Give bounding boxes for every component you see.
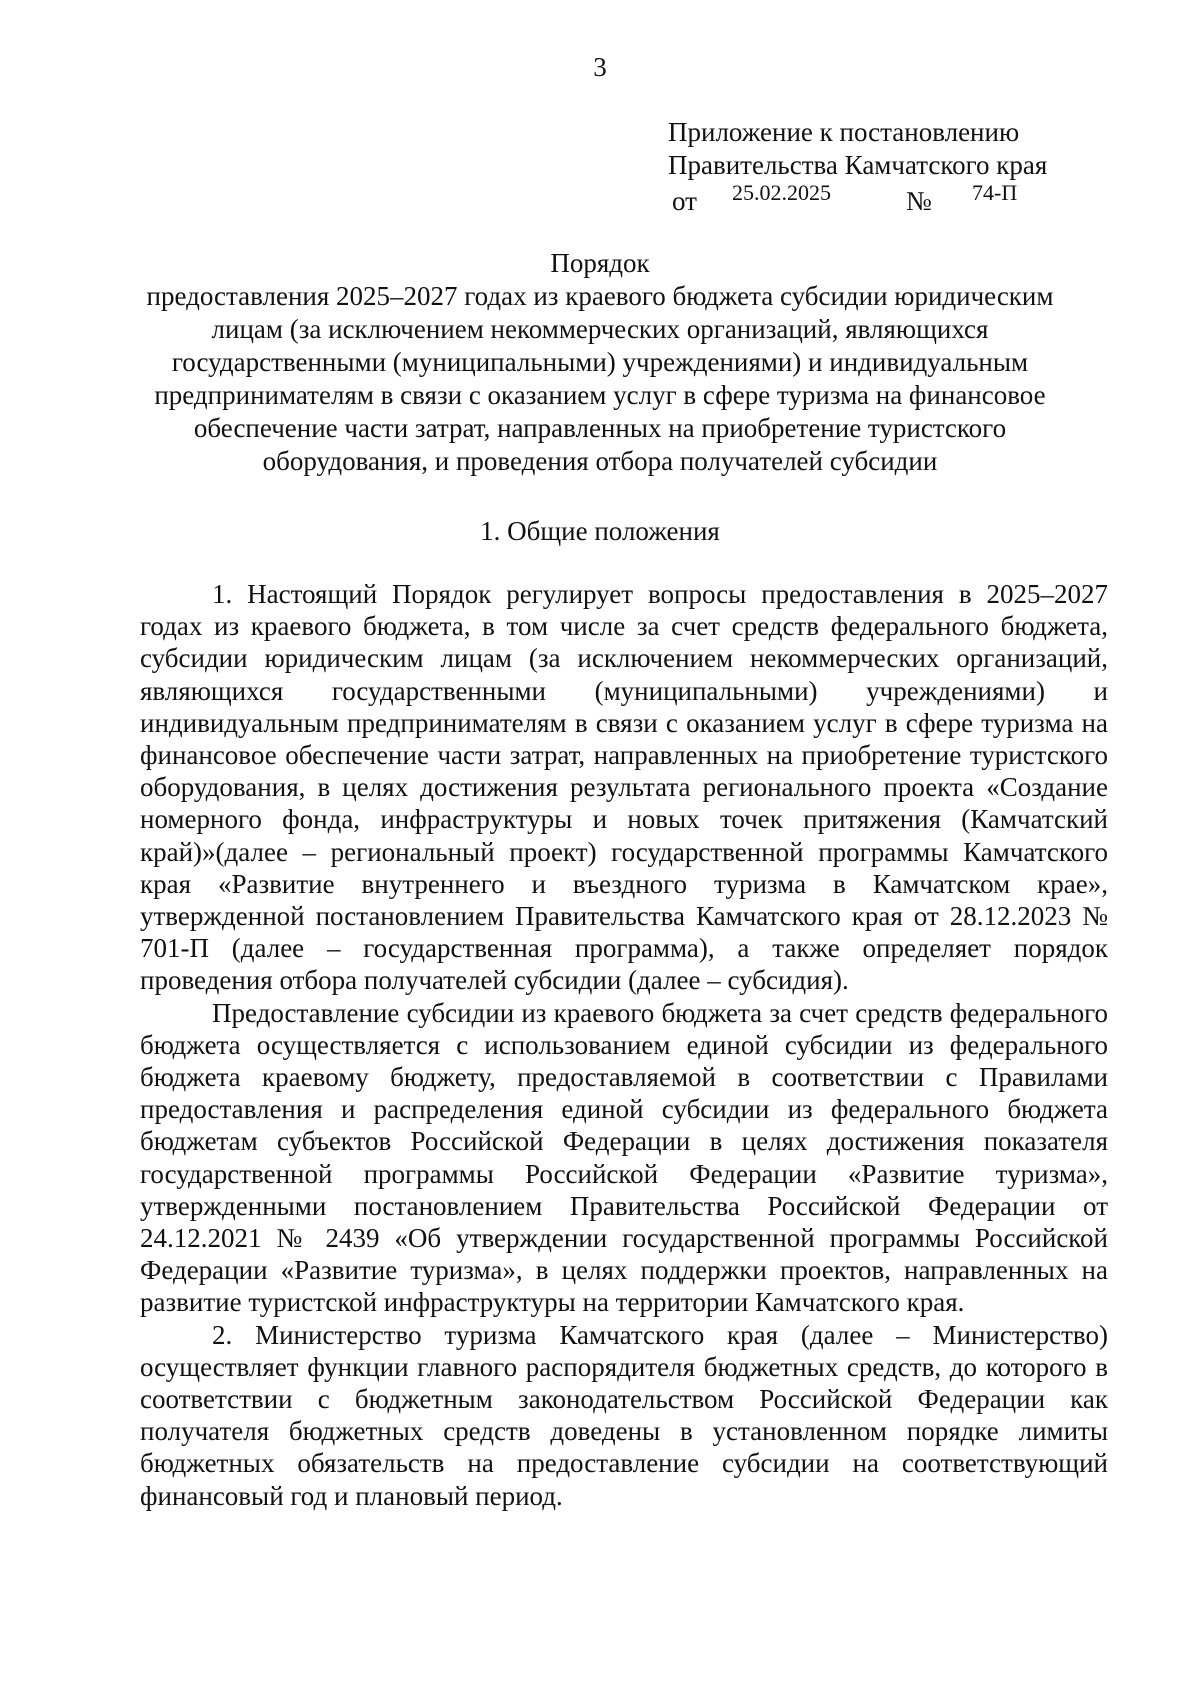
number-sign: № [906,186,932,216]
from-label: от [672,186,697,216]
title-line: государственными (муниципальными) учреждениями) и индивидуальным [171,347,1029,377]
resolution-number: 74-П [972,180,1018,205]
page-number: 3 [593,52,607,82]
title-line: предпринимателям в связи с оказанием услуг в сфере туризма на финансовое [154,380,1046,410]
appendix-header [668,116,1047,182]
title-heading: Порядок [550,248,650,278]
document-title [100,247,1100,478]
title-line: обеспечение части затрат, направленных на приобретение туристского [193,413,1007,443]
section-heading: 1. Общие положения [480,516,720,546]
appendix-line-1: Приложение к постановлению [668,117,1020,147]
document-body [140,578,1108,1512]
title-line: предоставления 2025–2027 годах из краевого бюджета субсидии юридическим [146,281,1054,311]
title-line: лицам (за исключением некоммерческих организаций, являющихся [211,314,989,344]
paragraph: Предоставление субсидии из краевого бюджета за счет средств федерального бюджета осуществляется с использованием единой субсидии из федерального бюджета краевому бюджету, предоставляемой в соответствии с Правилами предоставления и распределения единой субсидии из федерального бюджета бюджетам субъектов Российской Федерации в целях достижения показателя государственной программы Российской Федерации «Развитие туризма», утвержденными постановлением Правительства Российской Федерации от 24.12.2021 № 2439 «Об утверждении государственной программы Российской Федерации «Развитие туризма», в целях поддержки проектов, направленных на развитие туристской инфраструктуры на территории Камчатского края. [140,997,1108,1318]
title-line: оборудования, и проведения отбора получателей субсидии [262,446,938,476]
paragraph: 1. Настоящий Порядок регулирует вопросы предоставления в 2025–2027 годах из краевого бюджета, в том числе за счет средств федерального бюджета, субсидии юридическим лицам (за исключением некоммерческих организаций, являющихся государственными (муниципальными) учреждениями) и индивидуальным предпринимателям в связи с оказанием услуг в сфере туризма на финансовое обеспечение части затрат, направленных на приобретение туристского оборудования, в целях достижения результата регионального проекта «Создание номерного фонда, инфраструктуры и новых точек притяжения (Камчатский край)»(далее – региональный проект) государственной программы Камчатского края «Развитие внутреннего и въездного туризма в Камчатском крае», утвержденной постановлением Правительства Камчатского края от 28.12.2023 № 701-П (далее – государственная программа), а также определяет порядок проведения отбора получателей субсидии (далее – субсидия). [140,579,1108,996]
paragraph: 2. Министерство туризма Камчатского края (далее – Министерство) осуществляет функции главного распорядителя бюджетных средств, до которого в соответствии с бюджетным законодательством Российской Федерации как получателя бюджетных средств доведены в установленном порядке лимиты бюджетных обязательств на предоставление субсидии на соответствующий финансовый год и плановый период. [140,1319,1108,1511]
resolution-date: 25.02.2025 [732,180,831,205]
appendix-date-number [668,180,1028,214]
appendix-line-2: Правительства Камчатского края [668,150,1048,180]
